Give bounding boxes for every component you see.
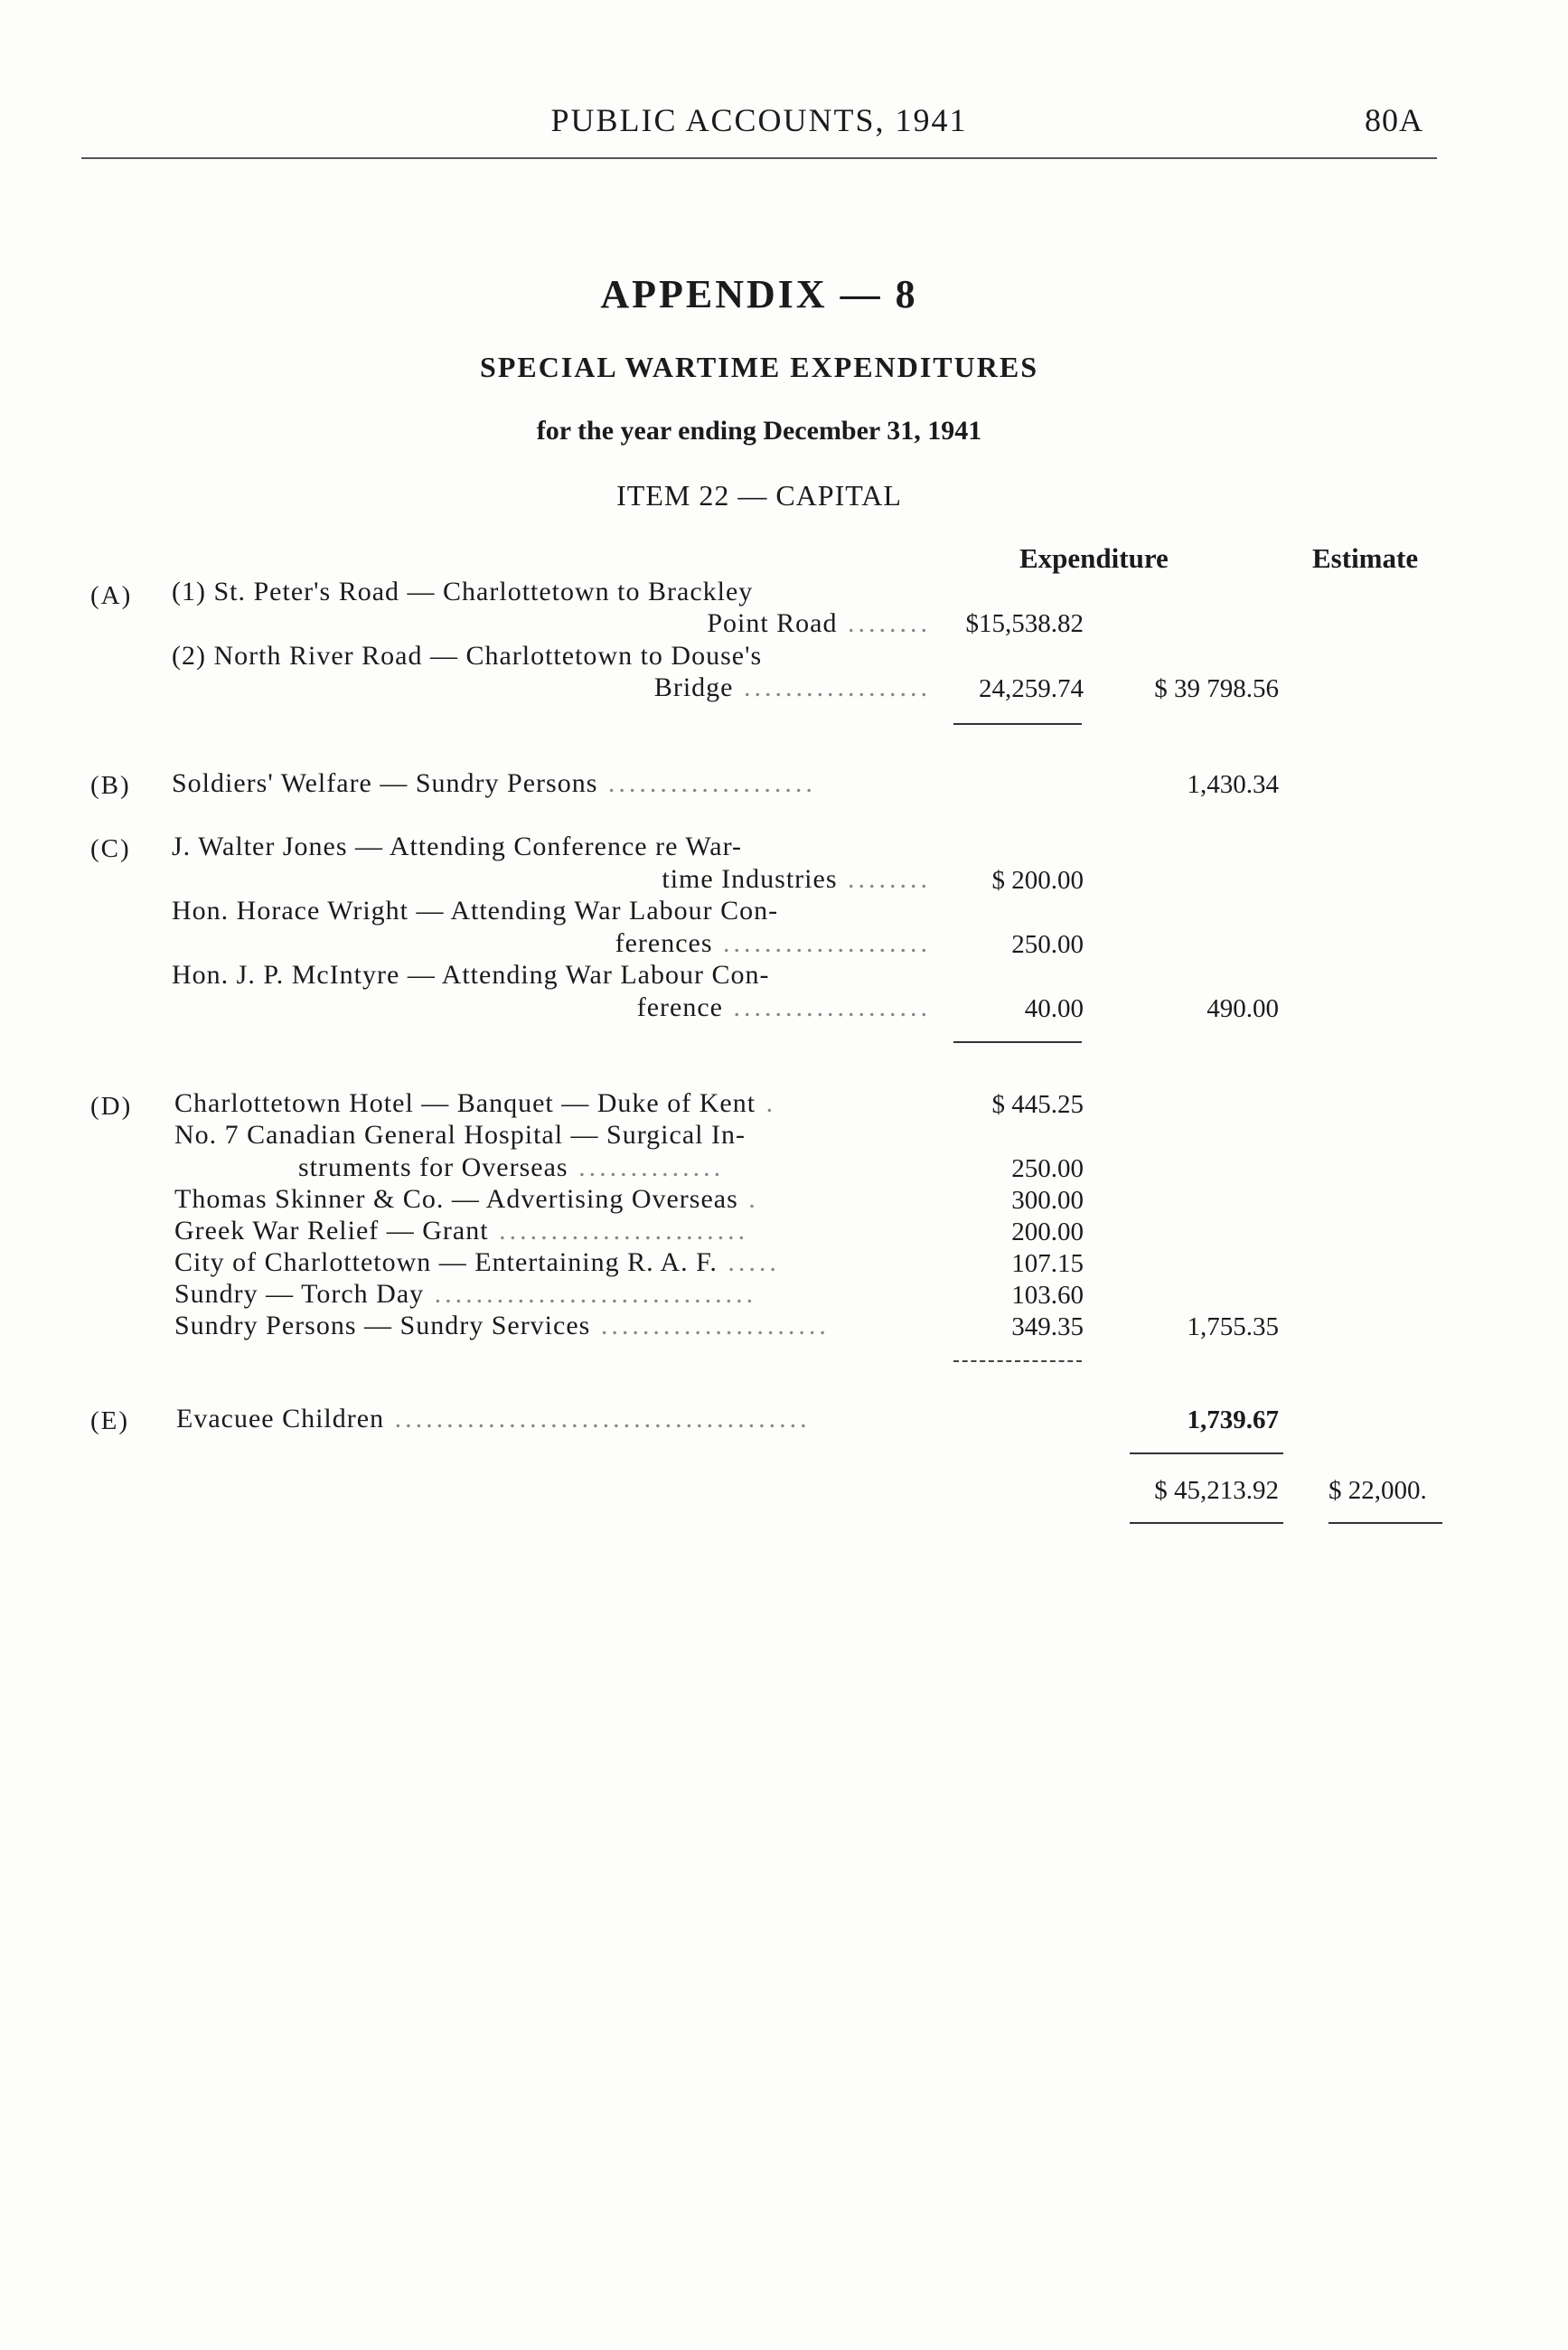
- page-number: 80A: [1365, 102, 1423, 138]
- line-text: Sundry — Torch Day ...............................: [174, 1279, 757, 1309]
- line-text: Hon. Horace Wright — Attending War Labour Con-: [172, 896, 779, 926]
- header-rule: [81, 157, 1437, 159]
- line-text: (2) North River Road — Charlottetown to Douse's: [172, 641, 763, 671]
- grand-total-expenditure: $ 45,213.92: [1154, 1476, 1279, 1505]
- appendix-title: APPENDIX — 8: [600, 272, 918, 316]
- section-letter-a: (A): [90, 581, 133, 610]
- line-amount: 250.00: [1011, 1154, 1084, 1183]
- section-subtotal: 1,739.67: [1187, 1405, 1279, 1434]
- section-subtotal: 1,430.34: [1187, 770, 1279, 799]
- section-letter-e: (E): [90, 1406, 130, 1435]
- line-amount: 107.15: [1011, 1249, 1084, 1278]
- estimate-column-header: Estimate: [1312, 542, 1419, 574]
- grand-total-rule: [1130, 1522, 1283, 1524]
- line-amount: $ 200.00: [991, 866, 1084, 895]
- running-head: PUBLIC ACCOUNTS, 1941: [550, 102, 968, 138]
- line-text: Sundry Persons — Sundry Services ......................: [174, 1311, 830, 1340]
- report-subtitle: SPECIAL WARTIME EXPENDITURES: [480, 351, 1038, 383]
- line-text: City of Charlottetown — Entertaining R. A. F. .....: [174, 1247, 780, 1277]
- section-subtotal: $ 39 798.56: [1154, 674, 1279, 703]
- item-heading: ITEM 22 — CAPITAL: [616, 479, 902, 512]
- line-text: Bridge ..................: [653, 672, 931, 702]
- line-text: Hon. J. P. McIntyre — Attending War Labour Con-: [172, 960, 770, 990]
- line-text: Evacuee Children ........................................: [176, 1404, 811, 1434]
- line-text: Charlottetown Hotel — Banquet — Duke of Kent .: [174, 1088, 777, 1118]
- grand-total-estimate: $ 22,000.: [1329, 1476, 1427, 1505]
- line-text: (1) St. Peter's Road — Charlottetown to Brackley: [172, 577, 754, 606]
- expenditure-column-header: Expenditure: [1019, 542, 1169, 574]
- line-text: Greek War Relief — Grant ........................: [174, 1216, 749, 1246]
- section-subtotal: 1,755.35: [1187, 1312, 1279, 1341]
- line-amount: $ 445.25: [991, 1090, 1084, 1119]
- line-amount: 200.00: [1011, 1217, 1084, 1246]
- subtotal-rule: [953, 723, 1082, 725]
- subtotal-rule: [953, 1041, 1082, 1043]
- line-text: time Industries ........: [662, 864, 931, 894]
- line-amount: 349.35: [1011, 1312, 1084, 1341]
- line-text: ference ...................: [636, 992, 931, 1022]
- line-text: struments for Overseas ..............: [298, 1152, 725, 1182]
- line-text: Thomas Skinner & Co. — Advertising Overseas .: [174, 1184, 759, 1214]
- line-amount: $15,538.82: [965, 609, 1084, 638]
- section-letter-c: (C): [90, 834, 131, 863]
- line-amount: 24,259.74: [979, 674, 1084, 703]
- line-amount: 103.60: [1011, 1281, 1084, 1310]
- line-amount: 300.00: [1011, 1186, 1084, 1215]
- line-amount: 250.00: [1011, 930, 1084, 959]
- line-text: Soldiers' Welfare — Sundry Persons ....................: [172, 768, 816, 798]
- line-text: J. Walter Jones — Attending Conference re War-: [172, 832, 742, 861]
- subtotal-rule: [953, 1360, 1082, 1362]
- line-text: No. 7 Canadian General Hospital — Surgical In-: [174, 1120, 746, 1150]
- line-text: Point Road ........: [707, 608, 931, 638]
- line-amount: 40.00: [1024, 994, 1084, 1023]
- report-period: for the year ending December 31, 1941: [536, 416, 982, 446]
- section-subtotal: 490.00: [1207, 994, 1279, 1023]
- total-rule: [1130, 1452, 1283, 1454]
- section-letter-b: (B): [90, 771, 131, 800]
- line-text: ferences ....................: [615, 928, 931, 958]
- section-letter-d: (D): [90, 1092, 133, 1121]
- estimate-total-rule: [1329, 1522, 1442, 1524]
